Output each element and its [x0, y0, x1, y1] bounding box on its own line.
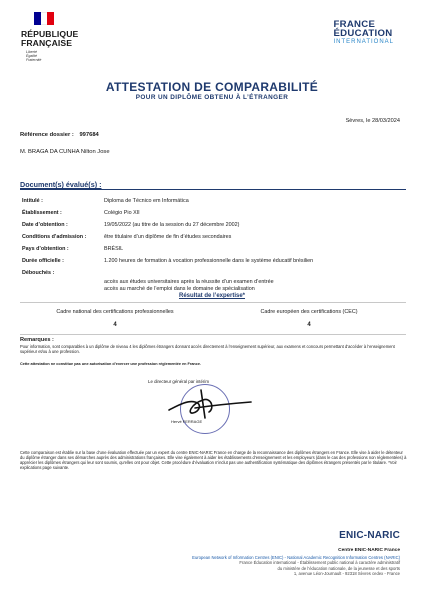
footer-address — [70, 555, 400, 577]
flag-red — [47, 12, 54, 25]
doc-row-label: Date d’obtention : — [22, 222, 68, 228]
doc-row-label: Intitulé : — [22, 198, 43, 204]
motto-liberte: Liberté — [26, 50, 37, 54]
doc-row-value: accès au marché de l’emploi dans le domaine de spécialisation — [104, 286, 255, 292]
france-education-logo — [333, 20, 394, 47]
doc-row-label: Débouchés : — [22, 270, 55, 276]
result-national — [20, 309, 210, 328]
disclaimer-text: Cette comparaison est établie sur la base d’une évaluation effectuée par un expert du centre ENIC-NARIC France en charge de la reconnaissance des diplômes étrangers en France. Elle vise à aider le détenteur du diplôme étranger dans ses démarches auprès des administrations françaises. Elle vise également à aider les établissements d’enseignement et les employeurs (dans le cas des professions non réglementées) à apprécier les diplômes étrangers qui leur sont soumis, qu’elles ont pour objet. Cette procédure d’évaluation n’inclut pas une authentification systématique des diplômes étrangers présentés par le titulaire. *Voir explications page suivante. — [20, 450, 407, 470]
european-label: Cadre européen des certifications (CEC) — [260, 309, 358, 315]
reference-value: 997684 — [79, 132, 99, 138]
motto-egalite: Égalité — [26, 54, 37, 59]
holder-name: M. BRAGA DA CUNHA Nilton Jose — [20, 149, 110, 155]
flag-white — [41, 12, 48, 25]
footer-line-1: European Network of Information Centres (ENIC) - National Academic Recognition Information Centres (NARIC) — [192, 555, 400, 560]
doc-row-value: Diploma de Técnico em Informática — [104, 198, 189, 204]
footer-line-2: France Éducation international - Établissement public national à caractère administratif — [239, 560, 400, 566]
republique-motto — [26, 50, 41, 63]
national-level: 4 — [113, 322, 117, 328]
signer-name: Hervé FERRAGE — [171, 419, 203, 424]
fe-logo-line-1: FRANCE — [333, 19, 376, 30]
reference-label: Référence dossier : — [20, 132, 74, 138]
doc-row-value: être titulaire d’un diplôme de fin d’études secondaires — [104, 234, 232, 240]
footer-line-4: 1, avenue Léon-Journault - 92318 Sèvres cedex - France — [293, 571, 400, 577]
enic-center-name: Centre ENIC-NARIC France — [338, 548, 400, 553]
doc-row-value: 1.200 heures de formation à vocation professionnelle dans le système éducatif brésilien — [104, 258, 314, 264]
enic-naric-logo: ENIC-NARIC — [339, 530, 400, 541]
national-label: Cadre national des certifications professionnelles — [56, 309, 174, 315]
doc-row-intitule — [20, 198, 406, 205]
flag-blue — [34, 12, 41, 25]
fe-logo-line-2: ÉDUCATION — [333, 28, 393, 39]
doc-row-value: accès aux études universitaires après la réussite d’un examen d’entrée — [104, 279, 274, 285]
document-title: ATTESTATION DE COMPARABILITÉ — [105, 80, 319, 94]
reference-line — [20, 132, 99, 138]
doc-row-duree — [20, 258, 406, 265]
remarks-note: Cette attestation ne constitue pas une autorisation d’exercer une profession réglementée en France. — [20, 362, 202, 366]
doc-row-pays — [20, 246, 406, 253]
doc-row-label: Conditions d’admission : — [22, 234, 87, 240]
doc-row-value: Colégio Pio XII — [104, 210, 140, 216]
doc-row-label: Durée officielle : — [22, 258, 64, 264]
signer-title: Le directeur général par intérim — [148, 379, 210, 384]
doc-row-date — [20, 222, 406, 229]
remarks-title: Remarques : — [20, 337, 54, 343]
result-european — [214, 309, 404, 328]
doc-row-etablissement — [20, 210, 406, 217]
fe-logo-line-3: INTERNATIONAL — [333, 39, 394, 45]
handwritten-signature — [165, 386, 255, 420]
doc-row-debouches — [20, 270, 406, 293]
republique-title-line-1: RÉPUBLIQUE — [21, 29, 79, 39]
republique-title-line-2: FRANÇAISE — [21, 38, 73, 49]
motto-fraternite: Fraternité — [26, 58, 42, 63]
date-line: Sèvres, le 28/03/2024 — [345, 118, 400, 124]
doc-row-value: BRÉSIL — [104, 246, 124, 252]
doc-row-label: Établissement : — [22, 210, 62, 216]
remarks-text: Pour information, sont comparables à un diplôme de niveau 4 les diplômes étrangers donnant accès directement à l’enseignement supérieur, aux examens et concours permettant d’accéder à l’enseignement supérieur et/ou à une profession. — [20, 344, 395, 354]
republique-flag — [34, 12, 54, 25]
european-level: 4 — [307, 322, 311, 328]
result-title: Résultat de l’expertise* — [178, 293, 246, 299]
doc-row-value: 19/05/2022 (au titre de la session du 27 décembre 2002) — [104, 222, 240, 228]
documents-title: Document(s) évalué(s) : — [20, 180, 102, 189]
documents-divider — [20, 189, 406, 190]
document-subtitle: POUR UN DIPLÔME OBTENU À L’ÉTRANGER — [135, 94, 289, 101]
republique-title — [21, 30, 78, 48]
doc-row-conditions — [20, 234, 406, 241]
doc-row-label: Pays d’obtention : — [22, 246, 69, 252]
footer-line-3: du ministère de l’éducation nationale, de la jeunesse et des sports — [277, 565, 400, 571]
